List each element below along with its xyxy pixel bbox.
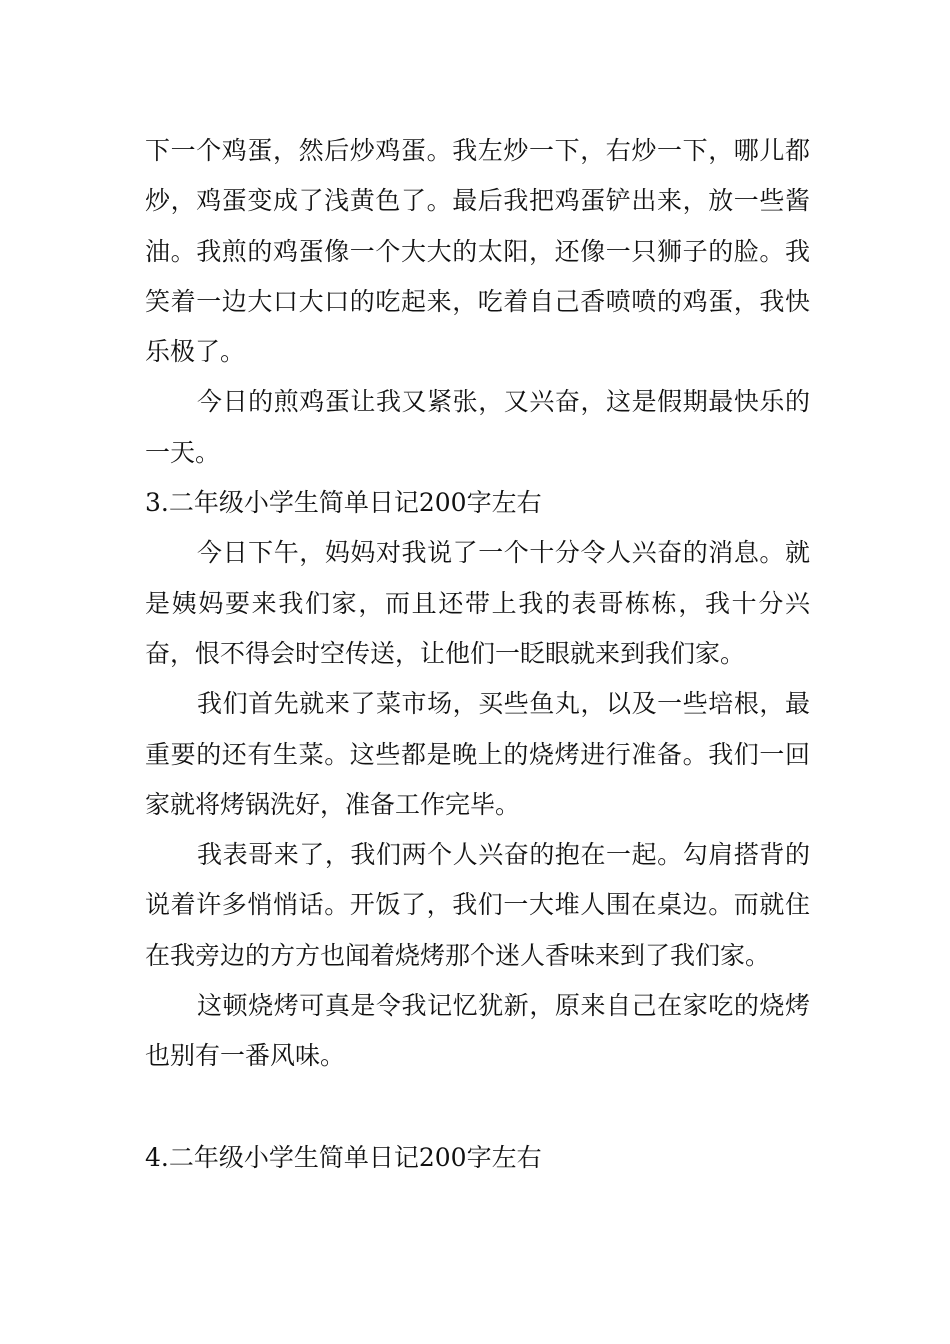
paragraph-continued: 下一个鸡蛋，然后炒鸡蛋。我左炒一下，右炒一下，哪儿都炒，鸡蛋变成了浅黄色了。最后我把鸡蛋铲出来，放一些酱油。我煎的鸡蛋像一个大大的太阳，还像一只狮子的脸。我笑着一边大口大口的吃起来，吃着自己香喷喷的鸡蛋，我快乐极了。 [145, 136, 810, 367]
document-body [145, 126, 810, 1183]
section-3-paragraph-2: 我们首先就来了菜市场，买些鱼丸，以及一些培根，最重要的还有生菜。这些都是晚上的烧烤进行准备。我们一回家就将烤锅洗好，准备工作完毕。 [145, 689, 810, 819]
section-3-paragraph-1: 今日下午，妈妈对我说了一个十分令人兴奋的消息。就是姨妈要来我们家，而且还带上我的表哥栋栋，我十分兴奋，恨不得会时空传送，让他们一眨眼就来到我们家。 [145, 538, 810, 668]
section-3-paragraph-3: 我表哥来了，我们两个人兴奋的抱在一起。勾肩搭背的说着许多悄悄话。开饭了，我们一大堆人围在桌边。而就住在我旁边的方方也闻着烧烤那个迷人香味来到了我们家。 [145, 840, 810, 970]
section-4-heading: 4.二年级小学生简单日记200字左右 [145, 1142, 542, 1172]
section-3-paragraph-4: 这顿烧烤可真是令我记忆犹新，原来自己在家吃的烧烤也别有一番风味。 [145, 991, 810, 1071]
section-3-heading: 3.二年级小学生简单日记200字左右 [145, 488, 542, 518]
paragraph-conclusion: 今日的煎鸡蛋让我又紧张，又兴奋，这是假期最快乐的一天。 [145, 387, 810, 467]
